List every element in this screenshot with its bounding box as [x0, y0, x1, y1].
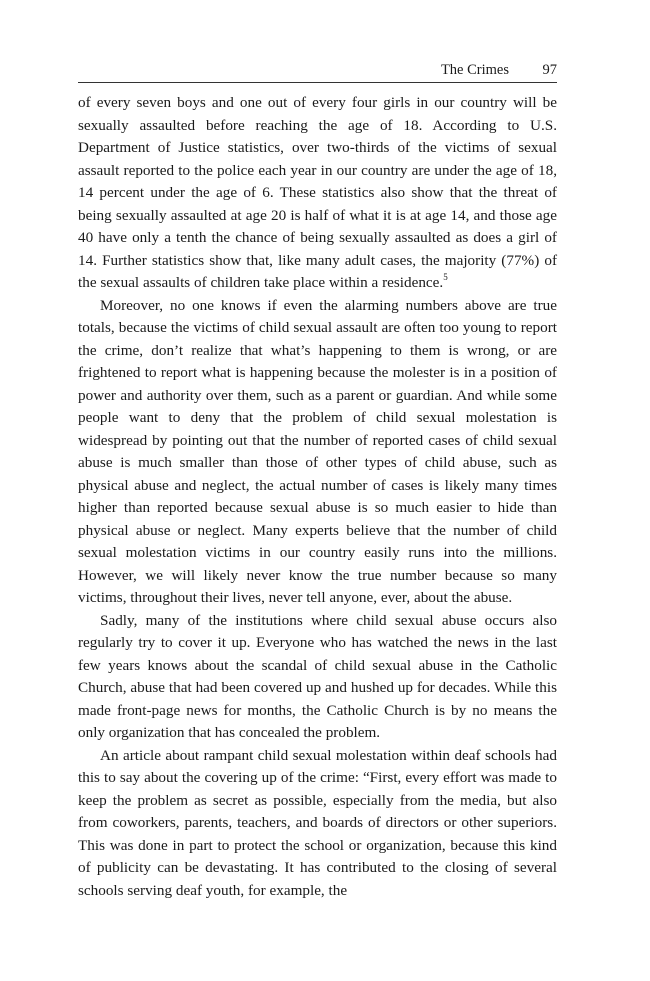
paragraph-3: Sadly, many of the institutions where child sexual abuse occurs also regularly try to cover it up. Everyone who has watched the news in the last few years knows about the scandal of child sexual abuse in the Catholic Church, abuse that had been covered up and hushed up for decades. While this made front-page news for months, the Catholic Church is by no means the only organization that has concealed the problem. [78, 611, 557, 741]
paragraph-1 [78, 92, 557, 295]
paragraph-2: Moreover, no one knows if even the alarming numbers above are true totals, because the victims of child sexual assault are often too young to report the crime, don’t realize that what’s happening to them is wrong, or are frightened to report what is happening because the molester is in a position of power and authority over them, such as a parent or guardian. And while some people want to deny that the problem of child sexual molestation is widespread by pointing out that the number of reported cases of child sexual abuse is much smaller than those of other types of child abuse, such as physical abuse and neglect, the actual number of cases is likely many times higher than reported because sexual abuse is so much easier to hide than physical abuse or neglect. Many experts believe that the number of child sexual molestation victims in our country easily runs into the millions. However, we will likely never know the true number because so many victims, throughout their lives, never tell anyone, ever, about the abuse. [78, 296, 557, 606]
paragraph-4: An article about rampant child sexual molestation within deaf schools had this to say about the covering up of the crime: “First, every effort was made to keep the problem as secret as possible, especially from the media, but also from coworkers, parents, teachers, and boards of directors or other superiors. This was done in part to protect the school or organization, because this kind of publicity can be devastating. It has contributed to the closing of several schools serving deaf youth, for example, the [78, 746, 557, 899]
section-title: The Crimes [440, 62, 509, 78]
body-text [78, 92, 557, 902]
paragraph-text: of every seven boys and one out of every four girls in our country will be sexually assaulted before reaching the age of 18. According to U.S. Department of Justice statistics, over two-thirds of the victims of sexual assault reported to the police each year in our country are under the age of 18, 14 percent under the age of 6. These statistics also show that the threat of being sexually assaulted at age 20 is half of what it is at age 14, and those age 40 have only a tenth the chance of being sexually assaulted as does a girl of 14. Further statistics show that, like many adult cases, the majority (77%) of the sexual assaults of children take place within a residence. [78, 94, 557, 291]
page-number: 97 [542, 62, 557, 78]
running-head [78, 62, 557, 82]
footnote-marker: 5 [443, 271, 448, 282]
header-rule [78, 82, 557, 83]
